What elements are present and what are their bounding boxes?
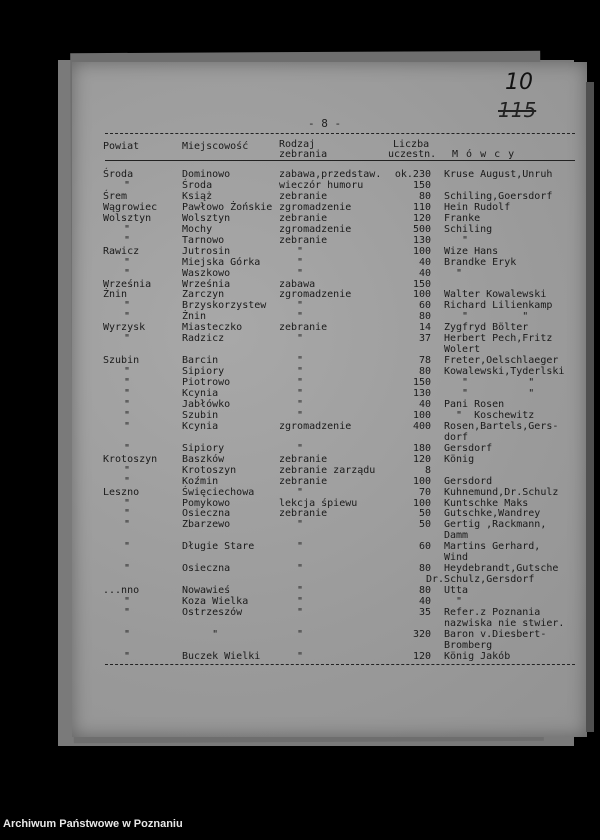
rodzaj-cell: " bbox=[279, 596, 304, 608]
liczba-cell: 100 bbox=[412, 289, 431, 301]
header-bottom-rule bbox=[105, 160, 575, 161]
miejscowosc-cell: Środa bbox=[182, 179, 213, 191]
table-row bbox=[0, 651, 600, 662]
header-liczba-2: uczestn. bbox=[388, 149, 437, 160]
powiat-cell: Września bbox=[103, 278, 152, 290]
powiat-cell: " bbox=[124, 311, 131, 323]
liczba-cell: 80 bbox=[418, 563, 431, 575]
liczba-cell: 150 bbox=[412, 278, 431, 290]
rodzaj-cell: " bbox=[279, 256, 304, 268]
liczba-cell: ok.230 bbox=[394, 169, 431, 180]
miejscowosc-cell: Szubin bbox=[182, 409, 219, 421]
mowcy-cell: Hein Rudolf bbox=[444, 201, 511, 213]
powiat-cell: " bbox=[124, 398, 131, 410]
powiat-cell: " bbox=[124, 420, 131, 432]
mowcy-cell: König bbox=[444, 453, 475, 465]
mowcy-cell: Baron v.Diesbert- bbox=[444, 628, 547, 640]
mowcy-cell: Gertig ,Rackmann, bbox=[444, 519, 547, 531]
table-row bbox=[0, 607, 600, 618]
miejscowosc-cell: Września bbox=[182, 278, 231, 290]
powiat-cell: " bbox=[124, 388, 131, 399]
powiat-cell: Wolsztyn bbox=[103, 212, 152, 224]
rodzaj-cell: zebranie bbox=[279, 475, 328, 487]
powiat-cell: " bbox=[124, 541, 131, 553]
rodzaj-cell: " bbox=[279, 398, 304, 410]
rodzaj-cell: " bbox=[279, 377, 304, 389]
header-rodzaj-1: Rodzaj bbox=[279, 139, 316, 150]
liczba-cell: 14 bbox=[418, 322, 431, 334]
rodzaj-cell: " bbox=[279, 541, 304, 553]
powiat-cell: Szubin bbox=[103, 355, 140, 367]
rodzaj-cell: zabawa bbox=[279, 278, 316, 290]
miejscowosc-cell: Koza Wielka bbox=[182, 596, 249, 608]
table-row bbox=[0, 618, 600, 629]
rodzaj-cell: zgromadzenie bbox=[279, 289, 352, 301]
miejscowosc-cell: Miasteczko bbox=[182, 322, 243, 334]
mowcy-cell: Kuhnemund,Dr.Schulz bbox=[444, 486, 559, 498]
header-mowcy: M ó w c y bbox=[452, 149, 516, 160]
mowcy-cell: Bromberg bbox=[444, 639, 493, 651]
miejscowosc-cell: Sipiory bbox=[182, 442, 225, 454]
rodzaj-cell: " bbox=[279, 388, 304, 399]
mowcy-cell: Heydebrandt,Gutsche bbox=[444, 563, 559, 575]
miejscowosc-cell: Pawłowo Żońskie bbox=[182, 201, 273, 213]
mowcy-cell: dorf bbox=[444, 431, 469, 443]
miejscowosc-cell: Mochy bbox=[182, 223, 213, 235]
rodzaj-cell: " bbox=[279, 563, 304, 575]
mowcy-cell: Wind bbox=[444, 552, 469, 564]
rodzaj-cell: zebranie bbox=[279, 453, 328, 465]
header-rodzaj-2: zebrania bbox=[279, 149, 328, 160]
powiat-cell: " bbox=[124, 256, 131, 268]
miejscowosc-cell: Piotrowo bbox=[182, 377, 231, 389]
table-row bbox=[0, 311, 600, 322]
mowcy-cell: " " bbox=[444, 311, 529, 323]
table-row bbox=[0, 355, 600, 366]
table-row bbox=[0, 410, 600, 421]
mowcy-cell: Damm bbox=[444, 530, 469, 542]
powiat-cell: " bbox=[124, 519, 131, 531]
powiat-cell: " bbox=[124, 442, 131, 454]
rodzaj-cell: " bbox=[279, 650, 304, 662]
miejscowosc-cell: Książ bbox=[182, 190, 213, 202]
miejscowosc-cell: Jutrosin bbox=[182, 245, 231, 257]
miejscowosc-cell: Buczek Wielki bbox=[182, 650, 261, 662]
miejscowosc-cell: Kcynia bbox=[182, 420, 219, 432]
table-row bbox=[0, 476, 600, 487]
header-liczba-1: Liczba bbox=[393, 139, 430, 150]
powiat-cell: " bbox=[124, 333, 131, 345]
powiat-cell: " bbox=[124, 409, 131, 421]
rodzaj-cell: " bbox=[279, 486, 304, 498]
table-row bbox=[0, 300, 600, 311]
miejscowosc-cell: Zarczyn bbox=[182, 289, 225, 301]
table-row bbox=[0, 585, 600, 596]
miejscowosc-cell: Baszków bbox=[182, 453, 225, 465]
liczba-cell: 50 bbox=[418, 519, 431, 531]
mowcy-cell: Utta bbox=[444, 585, 469, 597]
miejscowosc-cell: Żnin bbox=[182, 311, 207, 323]
rodzaj-cell: zebranie bbox=[279, 508, 328, 520]
mowcy-cell: Wize Hans bbox=[444, 245, 499, 257]
table-row bbox=[0, 257, 600, 268]
mowcy-cell: " bbox=[444, 267, 463, 279]
liczba-cell: 150 bbox=[412, 377, 431, 389]
liczba-cell: 120 bbox=[412, 212, 431, 224]
mowcy-cell: " Koschewitz bbox=[444, 409, 535, 421]
powiat-cell: Środa bbox=[103, 169, 134, 180]
powiat-cell: " bbox=[124, 628, 131, 640]
miejscowosc-cell: Radzicz bbox=[182, 333, 225, 345]
powiat-cell: Rawicz bbox=[103, 245, 140, 257]
mowcy-cell: Refer.z Poznania bbox=[444, 607, 541, 618]
liczba-cell: 50 bbox=[418, 508, 431, 520]
table-row bbox=[0, 552, 600, 563]
table-row bbox=[0, 465, 600, 476]
rodzaj-cell: " bbox=[279, 409, 304, 421]
mowcy-cell: Franke bbox=[444, 212, 481, 224]
mowcy-cell: Kowalewski,Tyderlski bbox=[444, 366, 565, 378]
table-row bbox=[0, 443, 600, 454]
mowcy-cell: Gersdorf bbox=[444, 442, 493, 454]
table-row bbox=[0, 388, 600, 399]
liczba-cell: 37 bbox=[418, 333, 431, 345]
powiat-cell: " bbox=[124, 508, 131, 520]
powiat-cell: " bbox=[124, 497, 131, 509]
mowcy-cell: Schiling bbox=[444, 223, 493, 235]
table-row bbox=[0, 279, 600, 290]
powiat-cell: " bbox=[124, 234, 131, 246]
liczba-cell: 500 bbox=[412, 223, 431, 235]
table-row bbox=[0, 399, 600, 410]
header-powiat: Powiat bbox=[103, 141, 140, 152]
rodzaj-cell: zebranie bbox=[279, 190, 328, 202]
liczba-cell: 78 bbox=[418, 355, 431, 367]
miejscowosc-cell: Kcynia bbox=[182, 388, 219, 399]
table-row bbox=[0, 344, 600, 355]
table-row bbox=[0, 640, 600, 651]
header-miejscowosc: Miejscowość bbox=[182, 141, 249, 152]
rodzaj-cell: " bbox=[279, 267, 304, 279]
miejscowosc-cell: Osieczna bbox=[182, 508, 231, 520]
liczba-cell: 100 bbox=[412, 409, 431, 421]
miejscowosc-cell: Tarnowo bbox=[182, 234, 225, 246]
rodzaj-cell: " bbox=[279, 245, 304, 257]
mowcy-cell: " bbox=[444, 596, 463, 608]
mowcy-cell: Brandke Eryk bbox=[444, 256, 517, 268]
mowcy-cell: Herbert Pech,Fritz bbox=[444, 333, 553, 345]
liczba-cell: 100 bbox=[412, 245, 431, 257]
mowcy-cell: Wolert bbox=[444, 344, 481, 356]
powiat-cell: " bbox=[124, 179, 131, 191]
rodzaj-cell: " bbox=[279, 300, 304, 312]
mowcy-cell: Rosen,Bartels,Gers- bbox=[444, 420, 559, 432]
miejscowosc-cell: Sipiory bbox=[182, 366, 225, 378]
miejscowosc-cell: " bbox=[182, 628, 219, 640]
powiat-cell: ...nno bbox=[103, 585, 140, 597]
liczba-cell: 150 bbox=[412, 179, 431, 191]
table-row bbox=[0, 180, 600, 191]
rodzaj-cell: zebranie bbox=[279, 322, 328, 334]
table-row bbox=[0, 289, 600, 300]
powiat-cell: Wyrzysk bbox=[103, 322, 146, 334]
rodzaj-cell: " bbox=[279, 607, 304, 618]
liczba-cell: 60 bbox=[418, 541, 431, 553]
liczba-cell: 100 bbox=[412, 497, 431, 509]
table-row bbox=[0, 541, 600, 552]
liczba-cell: 100 bbox=[412, 475, 431, 487]
liczba-cell: 40 bbox=[418, 398, 431, 410]
page-marker: - 8 - bbox=[308, 117, 342, 130]
rodzaj-cell: " bbox=[279, 442, 304, 454]
table-row bbox=[0, 169, 600, 180]
table-row bbox=[0, 574, 600, 585]
liczba-cell: 70 bbox=[418, 486, 431, 498]
rodzaj-cell: zgromadzenie bbox=[279, 223, 352, 235]
powiat-cell: Krotoszyn bbox=[103, 453, 158, 465]
liczba-cell: 80 bbox=[418, 311, 431, 323]
miejscowosc-cell: Święciechowa bbox=[182, 486, 255, 498]
mowcy-cell: Pani Rosen bbox=[444, 398, 505, 410]
table-row bbox=[0, 454, 600, 465]
liczba-cell: 130 bbox=[412, 234, 431, 246]
rodzaj-cell: " bbox=[279, 333, 304, 345]
rodzaj-cell: " bbox=[279, 366, 304, 378]
powiat-cell: " bbox=[124, 596, 131, 608]
rodzaj-cell: zgromadzenie bbox=[279, 420, 352, 432]
table-row bbox=[0, 421, 600, 432]
miejscowosc-cell: Miejska Górka bbox=[182, 256, 261, 268]
powiat-cell: Wągrowiec bbox=[103, 201, 158, 213]
powiat-cell: " bbox=[124, 650, 131, 662]
table-row bbox=[0, 563, 600, 574]
powiat-cell: Żnin bbox=[103, 289, 128, 301]
table-row bbox=[0, 202, 600, 213]
powiat-cell: Leszno bbox=[103, 486, 140, 498]
mowcy-cell: Walter Kowalewski bbox=[444, 289, 547, 301]
miejscowosc-cell: Dominowo bbox=[182, 169, 231, 180]
powiat-cell: " bbox=[124, 377, 131, 389]
liczba-cell: 130 bbox=[412, 388, 431, 399]
powiat-cell: " bbox=[124, 475, 131, 487]
miejscowosc-cell: Nowawieś bbox=[182, 585, 231, 597]
miejscowosc-cell: Jabłówko bbox=[182, 398, 231, 410]
liczba-cell: 40 bbox=[418, 256, 431, 268]
powiat-cell: " bbox=[124, 267, 131, 279]
folio-number: 10 bbox=[505, 70, 533, 95]
rodzaj-cell: wieczór humoru bbox=[279, 179, 364, 191]
rodzaj-cell: zebranie bbox=[279, 234, 328, 246]
mowcy-cell: Martins Gerhard, bbox=[444, 541, 541, 553]
mowcy-cell: König Jakób bbox=[444, 650, 511, 662]
liczba-cell: 40 bbox=[418, 596, 431, 608]
rodzaj-cell: " bbox=[279, 628, 304, 640]
liczba-cell: 400 bbox=[412, 420, 431, 432]
miejscowosc-cell: Zbarzewo bbox=[182, 519, 231, 531]
table-row bbox=[0, 235, 600, 246]
mowcy-cell: Schiling,Goersdorf bbox=[444, 190, 553, 202]
table-row bbox=[0, 487, 600, 498]
powiat-cell: Śrem bbox=[103, 190, 128, 202]
table-row bbox=[0, 224, 600, 235]
miejscowosc-cell: Wolsztyn bbox=[182, 212, 231, 224]
mowcy-cell: Gutschke,Wandrey bbox=[444, 508, 541, 520]
powiat-cell: " bbox=[124, 300, 131, 312]
table-row bbox=[0, 508, 600, 519]
rodzaj-cell: zebranie zarządu bbox=[279, 464, 376, 476]
table-row bbox=[0, 629, 600, 640]
mowcy-cell: " " bbox=[444, 388, 535, 399]
rodzaj-cell: " bbox=[279, 311, 304, 323]
archive-caption: Archiwum Państwowe w Poznaniu bbox=[3, 818, 183, 830]
table-row bbox=[0, 213, 600, 224]
rodzaj-cell: zabawa,przedstaw. bbox=[279, 169, 382, 180]
mowcy-cell: " " bbox=[444, 377, 535, 389]
liczba-cell: 320 bbox=[412, 628, 431, 640]
miejscowosc-cell: Ostrzeszów bbox=[182, 607, 243, 618]
table-row bbox=[0, 366, 600, 377]
liczba-cell: 110 bbox=[412, 201, 431, 213]
miejscowosc-cell: Barcin bbox=[182, 355, 219, 367]
mowcy-cell: Richard Lilienkamp bbox=[444, 300, 553, 312]
powiat-cell: " bbox=[124, 223, 131, 235]
liczba-cell: 80 bbox=[418, 366, 431, 378]
table-bottom-rule bbox=[105, 664, 575, 665]
table-row bbox=[0, 432, 600, 443]
mowcy-cell: nazwiska nie stwier. bbox=[444, 617, 565, 629]
table-row bbox=[0, 596, 600, 607]
mowcy-cell: Zygfryd Bölter bbox=[444, 322, 529, 334]
powiat-cell: " bbox=[124, 563, 131, 575]
miejscowosc-cell: Brzyskorzystew bbox=[182, 300, 267, 312]
mowcy-cell: Dr.Schulz,Gersdorf bbox=[426, 574, 535, 586]
mowcy-cell: Freter,Oelschlaeger bbox=[444, 355, 559, 367]
rodzaj-cell: zebranie bbox=[279, 212, 328, 224]
liczba-cell: 60 bbox=[418, 300, 431, 312]
table-row bbox=[0, 519, 600, 530]
miejscowosc-cell: Długie Stare bbox=[182, 541, 255, 553]
miejscowosc-cell: Osieczna bbox=[182, 563, 231, 575]
rodzaj-cell: " bbox=[279, 585, 304, 597]
mowcy-cell: Kuntschke Maks bbox=[444, 497, 529, 509]
header-top-rule bbox=[105, 133, 575, 134]
liczba-cell: 35 bbox=[418, 607, 431, 618]
rodzaj-cell: " bbox=[279, 519, 304, 531]
rodzaj-cell: lekcja śpiewu bbox=[279, 497, 358, 509]
liczba-cell: 180 bbox=[412, 442, 431, 454]
miejscowosc-cell: Waszkowo bbox=[182, 267, 231, 279]
liczba-cell: 8 bbox=[424, 464, 431, 476]
table-row bbox=[0, 530, 600, 541]
folio-number-crossed-out: 115 bbox=[498, 98, 537, 122]
mowcy-cell: Gersdord bbox=[444, 475, 493, 487]
powiat-cell: " bbox=[124, 464, 131, 476]
rodzaj-cell: " bbox=[279, 355, 304, 367]
liczba-cell: 80 bbox=[418, 190, 431, 202]
mowcy-cell: " bbox=[444, 234, 469, 246]
table-row bbox=[0, 377, 600, 388]
table-row bbox=[0, 498, 600, 509]
rodzaj-cell: zgromadzenie bbox=[279, 201, 352, 213]
miejscowosc-cell: Koźmin bbox=[182, 475, 219, 487]
miejscowosc-cell: Pomykowo bbox=[182, 497, 231, 509]
liczba-cell: 120 bbox=[412, 650, 431, 662]
table-row bbox=[0, 191, 600, 202]
table-row bbox=[0, 322, 600, 333]
mowcy-cell: Kruse August,Unruh bbox=[444, 169, 553, 180]
miejscowosc-cell: Krotoszyn bbox=[182, 464, 237, 476]
table-row bbox=[0, 246, 600, 257]
liczba-cell: 80 bbox=[418, 585, 431, 597]
table-row bbox=[0, 268, 600, 279]
powiat-cell: " bbox=[124, 607, 131, 618]
powiat-cell: " bbox=[124, 366, 131, 378]
liczba-cell: 40 bbox=[418, 267, 431, 279]
table-row bbox=[0, 333, 600, 344]
liczba-cell: 120 bbox=[412, 453, 431, 465]
